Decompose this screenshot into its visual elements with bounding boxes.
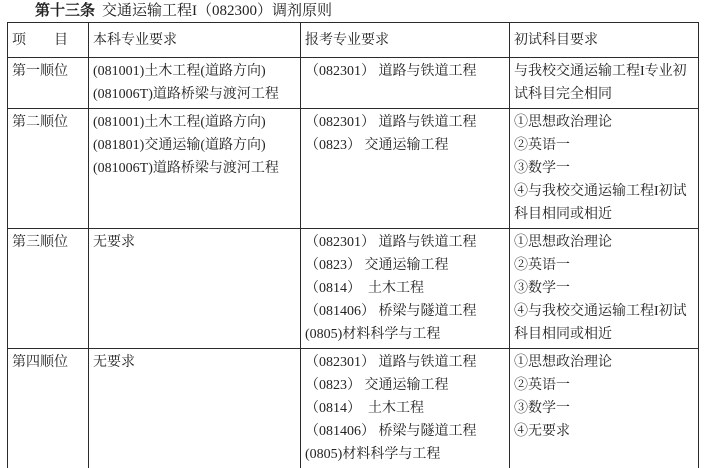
cell-undergrad-requirements [89, 349, 301, 468]
cell-priority: 第二顺位 [8, 109, 89, 229]
col-header-applied-major: 报考专业要求 [301, 23, 510, 58]
cell-applied-major-requirements [301, 349, 510, 468]
table-row-priority-1 [8, 58, 699, 109]
requirement-line: （082301） 道路与铁道工程 [305, 235, 477, 250]
requirement-line: （0814） 土木工程 [305, 401, 424, 416]
requirement-line: （081406） 桥梁与隧道工程 [305, 304, 477, 319]
cell-priority: 第一顺位 [8, 58, 89, 109]
cell-exam-requirements [510, 58, 699, 109]
cell-applied-major-requirements [301, 58, 510, 109]
exam-subject-line: ④与我校交通运输工程I初试科目相同或相近 [514, 184, 687, 222]
exam-subject-line: ③数学一 [514, 281, 570, 296]
requirement-line: (081001)土木工程(道路方向) [93, 115, 266, 130]
col-header-item: 项 目 [8, 23, 89, 58]
requirement-line: （081406） 桥梁与隧道工程 [305, 424, 477, 439]
requirement-line: (081006T)道路桥梁与渡河工程 [93, 161, 279, 176]
requirement-line: （082301） 道路与铁道工程 [305, 64, 477, 79]
cell-priority: 第四顺位 [8, 349, 89, 468]
cell-undergrad-requirements [89, 229, 301, 349]
table-row-priority-3 [8, 229, 699, 349]
requirement-line: (081006T)道路桥梁与渡河工程 [93, 87, 279, 102]
exam-subject-line: ②英语一 [514, 258, 570, 273]
table-row-priority-2 [8, 109, 699, 229]
col-header-undergrad-major: 本科专业要求 [89, 23, 301, 58]
header-row [8, 23, 699, 58]
article-subject: 交通运输工程I（082300）调剂原则 [102, 3, 333, 19]
cell-priority: 第三顺位 [8, 229, 89, 349]
exam-subject-line: ④无要求 [514, 424, 570, 439]
requirement-line: (081801)交通运输(道路方向) [93, 138, 266, 153]
requirement-line: 无要求 [93, 235, 135, 250]
requirement-line: (081001)土木工程(道路方向) [93, 64, 266, 79]
cell-exam-requirements [510, 109, 699, 229]
cell-exam-requirements [510, 229, 699, 349]
requirement-line: （082301） 道路与铁道工程 [305, 115, 477, 130]
exam-subject-line: ①思想政治理论 [514, 235, 612, 250]
cell-applied-major-requirements [301, 229, 510, 349]
exam-subject-line: ②英语一 [514, 138, 570, 153]
cell-applied-major-requirements [301, 109, 510, 229]
cell-undergrad-requirements [89, 109, 301, 229]
cell-exam-requirements [510, 349, 699, 468]
requirement-line: (0805)材料科学与工程 [305, 327, 441, 342]
requirement-line: （082301） 道路与铁道工程 [305, 355, 477, 370]
requirement-line: 无要求 [93, 355, 135, 370]
exam-subject-line: ③数学一 [514, 161, 570, 176]
col-header-exam-subjects: 初试科目要求 [510, 23, 699, 58]
requirement-line: （0823） 交通运输工程 [305, 258, 449, 273]
cell-undergrad-requirements [89, 58, 301, 109]
exam-subject-line: ④与我校交通运输工程I初试科目相同或相近 [514, 304, 687, 342]
exam-subject-line: ②英语一 [514, 378, 570, 393]
article-number: 第十三条 [35, 3, 96, 19]
adjustment-rules-table [7, 22, 699, 468]
requirement-line: (0805)材料科学与工程 [305, 447, 441, 462]
exam-subject-line: ①思想政治理论 [514, 355, 612, 370]
requirement-line: （0814） 土木工程 [305, 281, 424, 296]
requirement-line: （0823） 交通运输工程 [305, 378, 449, 393]
exam-subject-line: ③数学一 [514, 401, 570, 416]
requirement-line: 与我校交通运输工程I专业初试科目完全相同 [514, 64, 687, 102]
requirement-line: （0823） 交通运输工程 [305, 138, 449, 153]
exam-subject-line: ①思想政治理论 [514, 115, 612, 130]
document-title [35, 2, 705, 21]
table-row-priority-4 [8, 349, 699, 468]
